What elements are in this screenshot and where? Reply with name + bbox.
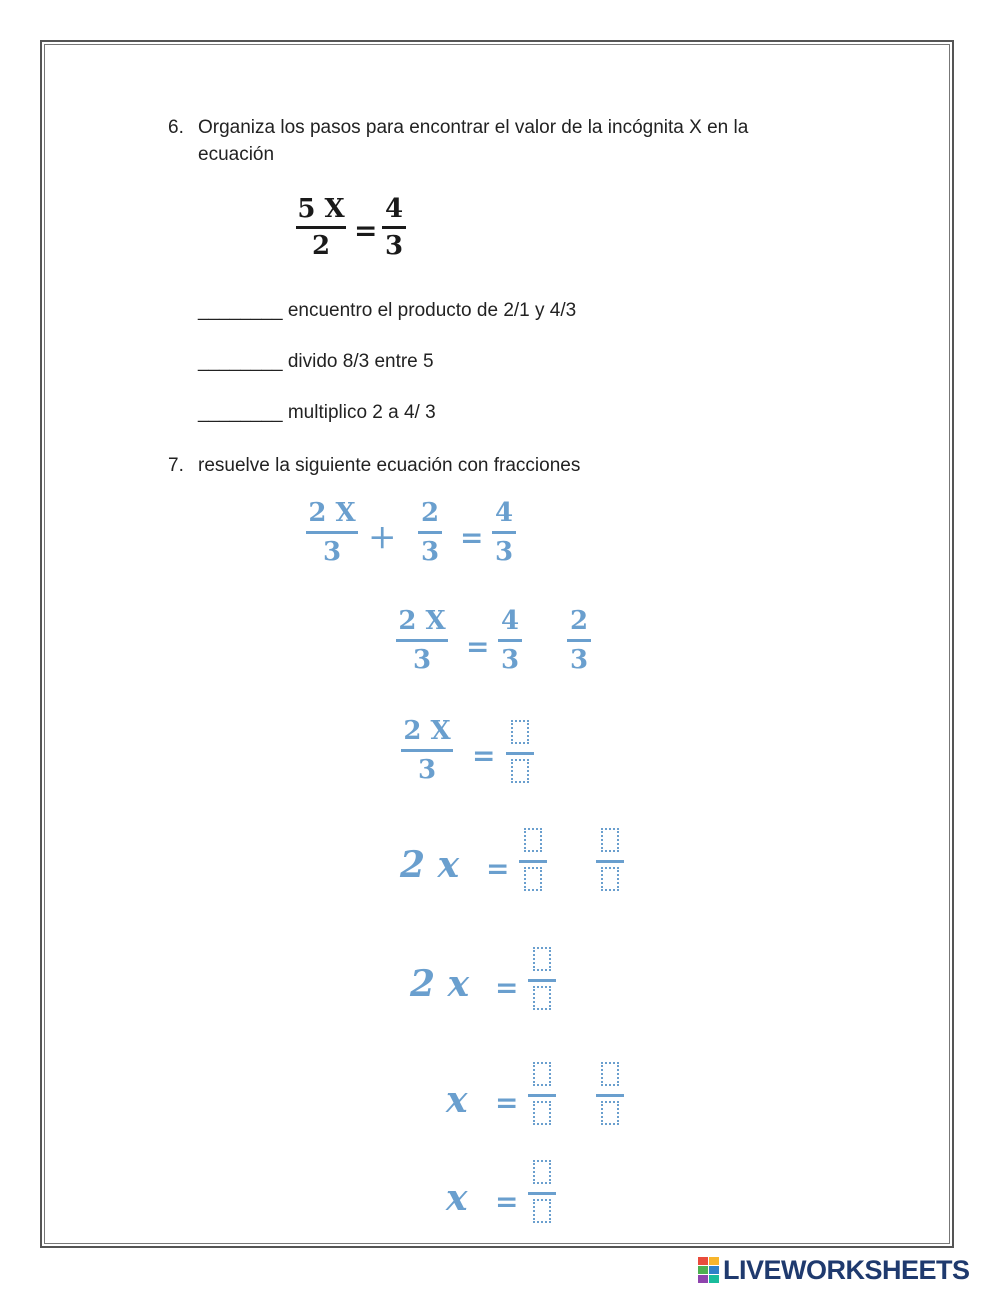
answer-blank[interactable]: ________ (198, 300, 283, 321)
equals-sign: = (495, 971, 519, 1004)
denominator: 3 (569, 645, 589, 675)
step-2 (198, 348, 434, 375)
equals-sign: = (495, 1086, 519, 1119)
denominator: 3 (417, 755, 437, 785)
fraction-5x-over-2 (296, 196, 346, 259)
numerator: 2 X (398, 606, 446, 636)
fraction-2x-over-3 (306, 500, 358, 565)
fraction-bar (519, 860, 547, 863)
question-7-text: resuelve la siguiente ecuación con fracciones (198, 455, 581, 476)
numerator: 2 (420, 498, 440, 528)
fraction-bar (498, 639, 522, 642)
fraction-bar (401, 749, 453, 752)
equals-sign: = (472, 739, 496, 772)
numerator-input-box[interactable] (511, 720, 529, 744)
equals-sign: = (466, 630, 490, 663)
fraction-bar (506, 752, 534, 755)
question-6-text-line2: ecuación (198, 144, 275, 165)
fraction-bar (596, 1094, 624, 1097)
denominator: 3 (500, 645, 520, 675)
denominator-input-box[interactable] (533, 1101, 551, 1125)
blank-fraction-1 (519, 828, 547, 895)
fraction-bar (418, 531, 442, 534)
numerator: 4 (494, 498, 514, 528)
fraction-bar (396, 639, 448, 642)
numerator-input-box[interactable] (601, 828, 619, 852)
liveworksheets-logo-icon (698, 1257, 720, 1283)
question-6-text-line1: Organiza los pasos para encontrar el valor de la incógnita X en la (198, 117, 749, 138)
answer-blank[interactable]: ________ (198, 402, 283, 423)
denominator-input-box[interactable] (601, 1101, 619, 1125)
numerator-input-box[interactable] (533, 1160, 551, 1184)
fraction-2x-over-3 (396, 608, 448, 673)
numerator-input-box[interactable] (533, 1062, 551, 1086)
denominator-input-box[interactable] (533, 986, 551, 1010)
question-7-number: 7. (168, 455, 184, 476)
fraction-bar (306, 531, 358, 534)
logo-text: LIVEWORKSHEETS (723, 1254, 970, 1285)
numerator-input-box[interactable] (533, 947, 551, 971)
lhs-2x: 2 x (400, 844, 460, 886)
step-text: encuentro el producto de 2/1 y 4/3 (287, 300, 577, 321)
equals-sign: = (460, 521, 484, 554)
numerator-input-box[interactable] (601, 1062, 619, 1086)
fraction-bar (528, 979, 556, 982)
denominator: 3 (412, 645, 432, 675)
blank-fraction (528, 1160, 556, 1227)
numerator: 4 (384, 194, 404, 224)
fraction-bar (528, 1094, 556, 1097)
lhs-x: x (446, 1079, 468, 1121)
plus-sign: + (368, 517, 397, 557)
equals-sign: = (486, 852, 510, 885)
fraction-bar (296, 226, 346, 229)
blank-fraction-1 (528, 1062, 556, 1129)
step-3 (198, 399, 436, 426)
step-text: divido 8/3 entre 5 (287, 351, 434, 372)
blank-fraction (506, 720, 534, 787)
numerator: 2 X (308, 498, 356, 528)
numerator: 2 (569, 606, 589, 636)
numerator: 4 (500, 606, 520, 636)
fraction-2-over-3 (418, 500, 442, 565)
fraction-2x-over-3 (401, 718, 453, 783)
denominator-input-box[interactable] (524, 867, 542, 891)
page-border (40, 40, 954, 1248)
blank-fraction (528, 947, 556, 1014)
numerator: 2 X (403, 716, 451, 746)
denominator: 3 (322, 537, 342, 567)
question-6-number: 6. (168, 117, 184, 138)
fraction-bar (528, 1192, 556, 1195)
step-text: multiplico 2 a 4/ 3 (287, 402, 436, 423)
blank-fraction-2 (596, 828, 624, 895)
denominator: 3 (494, 537, 514, 567)
liveworksheets-logo[interactable] (698, 1256, 970, 1284)
fraction-bar (567, 639, 591, 642)
denominator: 3 (384, 231, 404, 261)
lhs-2x: 2 x (410, 963, 470, 1005)
fraction-bar (382, 226, 406, 229)
lhs-x: x (446, 1177, 468, 1219)
numerator-input-box[interactable] (524, 828, 542, 852)
denominator: 2 (311, 231, 331, 261)
fraction-4-over-3 (498, 608, 522, 673)
fraction-2-over-3 (567, 608, 591, 673)
fraction-bar (492, 531, 516, 534)
step-1 (198, 297, 576, 324)
denominator-input-box[interactable] (601, 867, 619, 891)
blank-fraction-2 (596, 1062, 624, 1129)
equals-sign: = (495, 1185, 519, 1218)
fraction-bar (596, 860, 624, 863)
denominator-input-box[interactable] (533, 1199, 551, 1223)
fraction-4-over-3 (382, 196, 406, 259)
denominator-input-box[interactable] (511, 759, 529, 783)
answer-blank[interactable]: ________ (198, 351, 283, 372)
numerator: 5 X (297, 194, 345, 224)
equals-sign: = (354, 214, 378, 247)
fraction-4-over-3 (492, 500, 516, 565)
denominator: 3 (420, 537, 440, 567)
